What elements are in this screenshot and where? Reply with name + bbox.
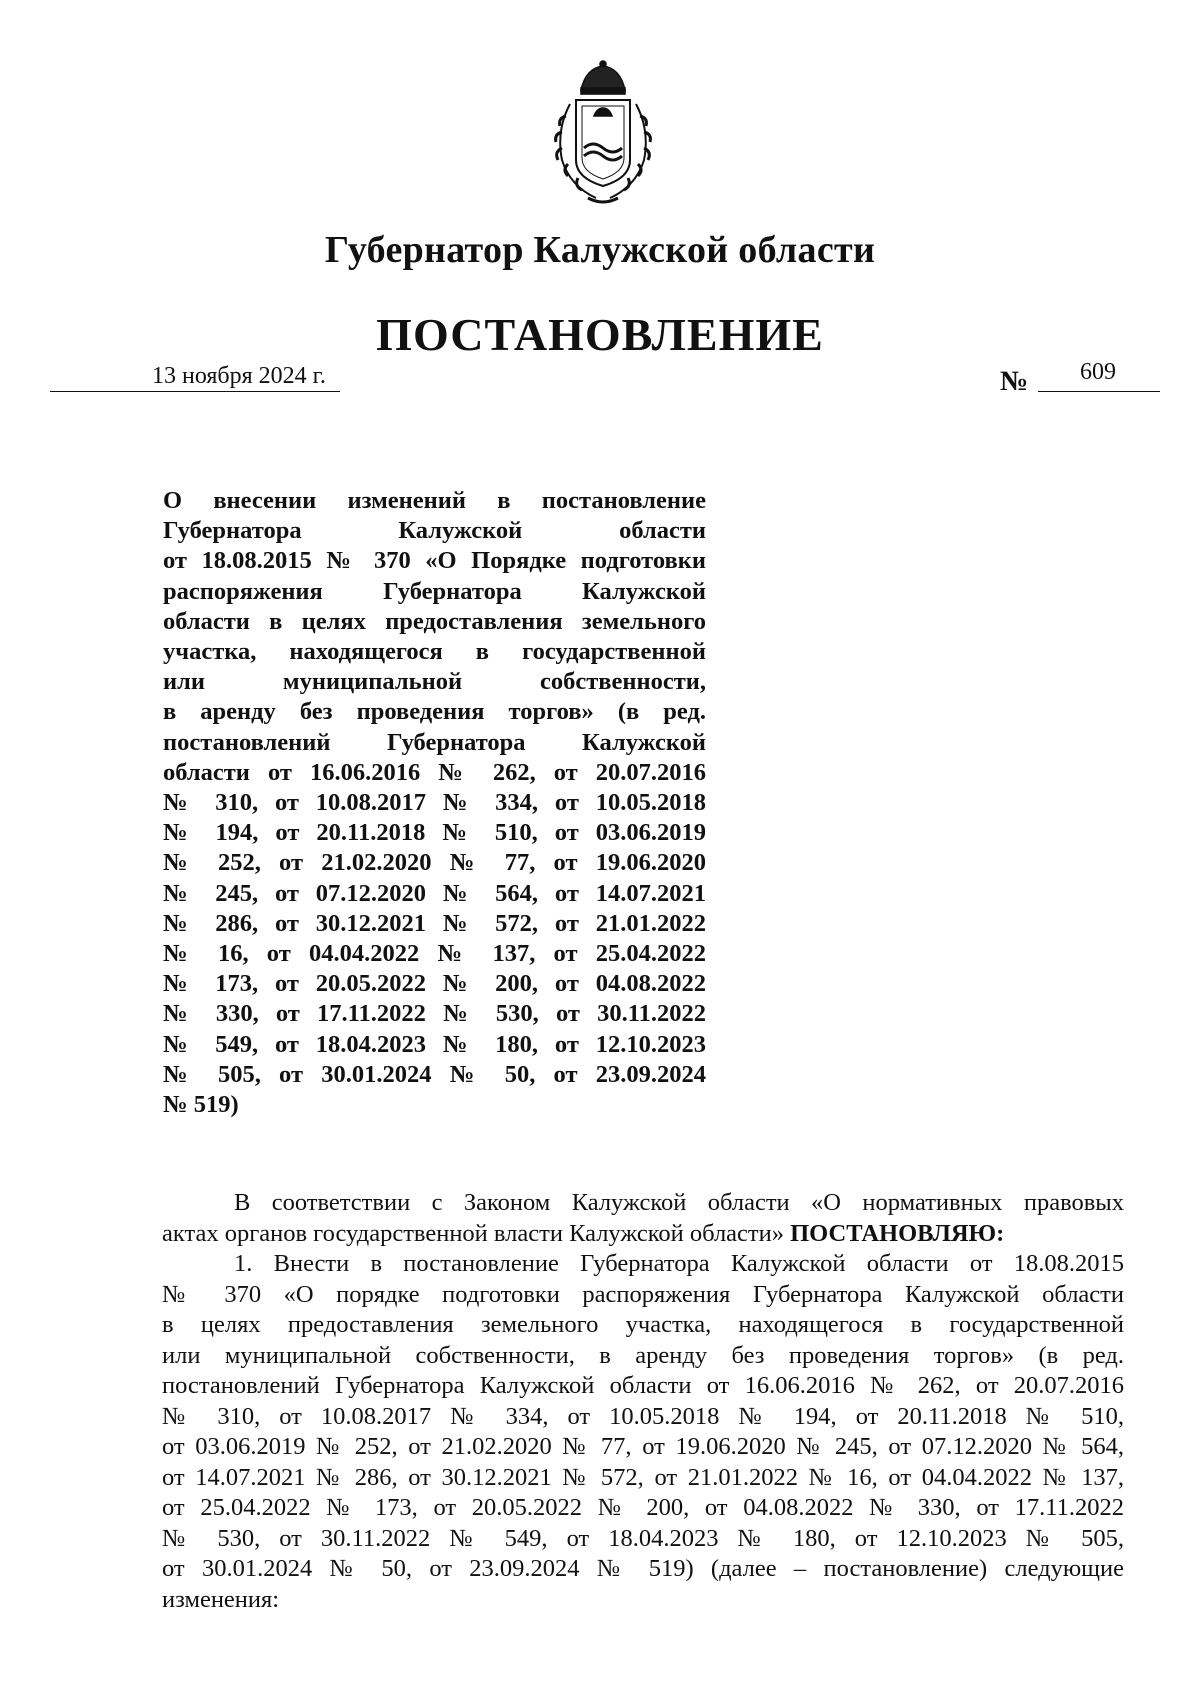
- number-sign: №: [1000, 366, 1029, 397]
- subject-line: О внесении изменений в постановление: [163, 487, 706, 514]
- subject-line: области от 16.06.2016 № 262, от 20.07.2016: [163, 758, 706, 786]
- subject-line: № 252, от 21.02.2020 № 77, от 19.06.2020: [163, 849, 706, 877]
- subject-line: № 286, от 30.12.2021 № 572, от 21.01.2022: [163, 909, 706, 937]
- subject-line: № 245, от 07.12.2020 № 564, от 14.07.2021: [163, 879, 706, 907]
- item1-line: постановлений Губернатора Калужской области от 16.06.2016 № 262, от 20.07.2016: [162, 1372, 1124, 1399]
- item1-line: от 30.01.2024 № 50, от 23.09.2024 № 519) (далее – постановление) следующие: [162, 1555, 1124, 1582]
- item1-line: или муниципальной собственности, в аренду без проведения торгов» (в ред.: [162, 1341, 1124, 1369]
- enactment-word: ПОСТАНОВЛЯЮ:: [790, 1219, 1005, 1247]
- subject-line: № 505, от 30.01.2024 № 50, от 23.09.2024: [163, 1060, 706, 1088]
- subject-line: или муниципальной собственности,: [163, 668, 706, 696]
- date-underline: [50, 391, 340, 392]
- subject-line: области в целях предоставления земельного: [163, 607, 706, 635]
- subject-line: № 549, от 18.04.2023 № 180, от 12.10.2023: [163, 1030, 706, 1058]
- item1-line: от 25.04.2022 № 173, от 20.05.2022 № 200, от 04.08.2022 № 330, от 17.11.2022: [162, 1494, 1124, 1521]
- subject-line: № 330, от 17.11.2022 № 530, от 30.11.2022: [163, 1000, 706, 1028]
- subject-line: участка, находящегося в государственной: [163, 638, 706, 666]
- subject-line: в аренду без проведения торгов» (в ред.: [163, 698, 706, 726]
- item1-line: № 530, от 30.11.2022 № 549, от 18.04.2023 № 180, от 12.10.2023 № 505,: [162, 1524, 1124, 1552]
- number-underline: [1038, 391, 1160, 392]
- subject-line: постановлений Губернатора Калужской: [163, 728, 706, 756]
- preamble-line: [162, 1219, 1124, 1250]
- item1-line: от 14.07.2021 № 286, от 30.12.2021 № 572, от 21.01.2022 № 16, от 04.04.2022 № 137,: [162, 1463, 1124, 1491]
- document-body: [162, 1188, 1124, 1615]
- document-number-field: [1000, 356, 1160, 400]
- subject-line: № 310, от 10.08.2017 № 334, от 10.05.2018: [163, 789, 706, 817]
- issuing-authority: Губернатор Калужской области: [324, 229, 876, 271]
- subject-line: № 173, от 20.05.2022 № 200, от 04.08.2022: [163, 970, 706, 998]
- item1-line: № 370 «О порядке подготовки распоряжения Губернатора Калужской области: [162, 1280, 1124, 1308]
- subject-line: № 16, от 04.04.2022 № 137, от 25.04.2022: [163, 940, 706, 968]
- document-type-title: ПОСТАНОВЛЕНИЕ: [376, 309, 824, 360]
- subject-line: от 18.08.2015 № 370 «О Порядке подготовки: [163, 547, 706, 575]
- document-number: 609: [1080, 359, 1116, 385]
- document-date-field: [50, 364, 340, 400]
- coat-of-arms-emblem: [548, 60, 658, 210]
- subject-line: № 194, от 20.11.2018 № 510, от 03.06.2019: [163, 819, 706, 847]
- subject-line: Губернатора Калужской области: [163, 517, 706, 545]
- document-date: 13 ноября 2024 г.: [152, 363, 326, 389]
- item1-line: от 03.06.2019 № 252, от 21.02.2020 № 77, от 19.06.2020 № 245, от 07.12.2020 № 564,: [162, 1433, 1124, 1460]
- document-subject: [163, 486, 706, 1120]
- item1-line: 1. Внести в постановление Губернатора Калужской области от 18.08.2015: [234, 1250, 1124, 1277]
- subject-line: распоряжения Губернатора Калужской: [163, 577, 706, 605]
- item1-line: изменения:: [162, 1585, 280, 1613]
- item1-line: в целях предоставления земельного участка, находящегося в государственной: [162, 1311, 1124, 1338]
- subject-line: № 519): [163, 1091, 239, 1119]
- preamble-line: В соответствии с Законом Калужской области «О нормативных правовых: [234, 1189, 1124, 1216]
- item1-line: № 310, от 10.08.2017 № 334, от 10.05.2018 № 194, от 20.11.2018 № 510,: [162, 1402, 1124, 1430]
- preamble-text: актах органов государственной власти Калужской области»: [162, 1219, 784, 1247]
